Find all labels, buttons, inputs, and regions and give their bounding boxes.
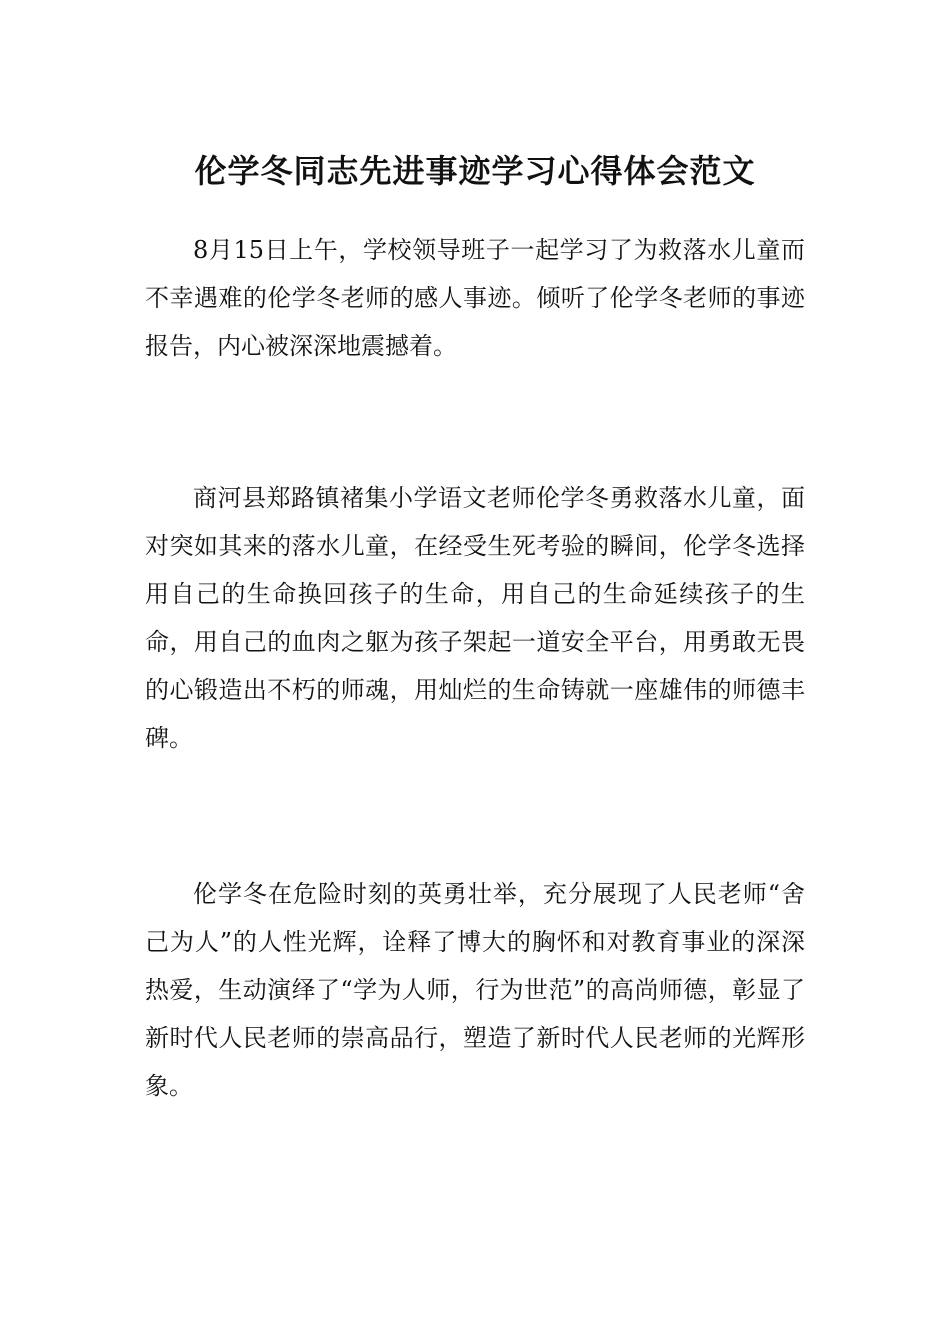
paragraph-1: 8月15日上午，学校领导班子一起学习了为救落水儿童而不幸遇难的伦学冬老师的感人事迹。倾听了伦学冬老师的事迹报告，内心被深深地震撼着。 [145,236,805,360]
document-title: 伦学冬同志先进事迹学习心得体会范文 [194,152,756,191]
paragraph-2: 商河县郑路镇褚集小学语文老师伦学冬勇救落水儿童，面对突如其来的落水儿童，在经受生死考验的瞬间，伦学冬选择用自己的生命换回孩子的生命，用自己的生命延续孩子的生命，用自己的血肉之躯为孩子架起一道安全平台，用勇敢无畏的心锻造出不朽的师魂，用灿烂的生命铸就一座雄伟的师德丰碑。 [145,484,805,752]
paragraph-3: 伦学冬在危险时刻的英勇壮举，充分展现了人民老师“舍己为人”的人性光辉，诠释了博大的胸怀和对教育事业的深深热爱，生动演绎了“学为人师，行为世范”的高尚师德，彰显了新时代人民老师的崇高品行，塑造了新时代人民老师的光辉形象。 [145,880,805,1100]
